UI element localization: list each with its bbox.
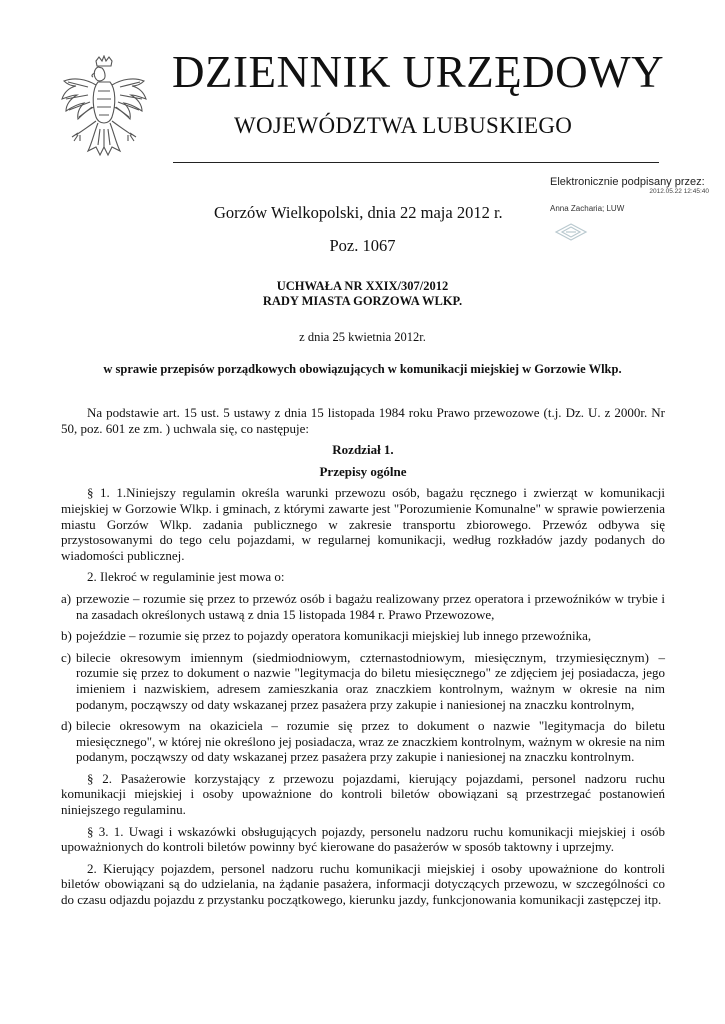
resolution-date: z dnia 25 kwietnia 2012r. — [299, 330, 426, 344]
definition-label: a) — [61, 590, 72, 606]
signature-signer: Anna Zacharia; LUW — [550, 204, 625, 213]
chapter-number: Rozdział 1. — [332, 442, 394, 458]
journal-subtitle: WOJEWÓDZTWA LUBUSKIEGO — [234, 113, 573, 138]
definition-label: d) — [61, 718, 72, 734]
journal-title: DZIENNIK URZĘDOWY — [172, 47, 665, 97]
paragraph-3-2: 2. Kierujący pojazdem, personel nadzoru ruchu komunikacji miejskiej i osoby upoważnione do kontroli biletów obowiązani są do udzielania, na żądanie pasażera, informacji dotyczących przewozu, w szczególności co do czasu odjazdu pojazdu z przystanku początkowego, kierunku jazdy, funkcjonowania komunikacji zastępczej itp. — [61, 860, 665, 908]
definition-item — [61, 718, 665, 765]
paragraph-3-1: § 3. 1. Uwagi i wskazówki obsługujących pojazdy, personelu nadzoru ruchu komunikacji miejskiej i osób upoważnionych do kontroli biletów powinny być kierowane do pasażerów w sposób taktowny i uprzejmy. — [61, 823, 665, 855]
definition-label: c) — [61, 649, 72, 665]
signature-label: Elektronicznie podpisany przez: — [550, 176, 705, 188]
electronic-signature — [550, 176, 715, 213]
resolution-title-line2: RADY MIASTA GORZOWA WLKP. — [262, 294, 463, 308]
document-body — [61, 405, 665, 914]
paragraph-2: § 2. Pasażerowie korzystający z przewozu pojazdami, kierujący pojazdami, personel nadzoru ruchu komunikacji miejskiej i osoby upoważnione do kontroli biletów obowiązani są przestrzegać postanowień niniejszego regulaminu. — [61, 770, 665, 818]
definition-text: bilecie okresowym imiennym (siedmiodniowym, czternastodniowym, miesięcznym, trzymiesięcznym) – rozumie się przez to dokument o nazwie "legitymacja do biletu miesięcznego" ze zdjęciem jej posiadacza, jego imieniem i nazwiskiem, adresem zamieszkania oraz znaczkiem kontrolnym, ważnym w okresie na nim podanym, począwszy od daty wskazanej przez pasażera przy zakupie i naniesionej na znaczku kontrolnym, — [76, 649, 665, 712]
signature-timestamp: 2012.05.22 12:45:40 — [649, 188, 709, 195]
resolution-title-line1: UCHWAŁA NR XXIX/307/2012 — [276, 279, 449, 293]
paragraph-1-1: § 1. 1.Niniejszy regulamin określa warunki przewozu osób, bagażu ręcznego i zwierząt w komunikacji miejskiej w Gorzowie Wlkp. i gminach, z którymi zawarte jest "Porozumienie Komunalne" w sprawie powierzenia miastu Gorzów Wlkp. zadania publicznego w zakresie transportu zbiorowego. Przewóz odbywa się przystosowanymi do tego celu pojazdami, w regularnej komunikacji, według rozkładów jazdy podanych do wiadomości publicznej. — [61, 485, 665, 563]
place-and-date: Gorzów Wielkopolski, dnia 22 maja 2012 r. — [214, 203, 503, 222]
definition-text: bilecie okresowym na okaziciela – rozumie się przez to dokument o nazwie "legitymacja do biletu miesięcznego", w której nie określono jej posiadacza, wraz ze znaczkiem kontrolnym, ważnym w okresie na nim podanym, począwszy od daty wskazanej przez pasażera przy zakupie i naniesionej na znaczku kontrolnym. — [76, 718, 665, 765]
definition-item — [61, 591, 665, 622]
definition-item — [61, 628, 665, 644]
resolution-subject: w sprawie przepisów porządkowych obowiązujących w komunikacji miejskiej w Gorzowie Wlkp. — [103, 362, 622, 376]
intro-paragraph: Na podstawie art. 15 ust. 5 ustawy z dnia 15 listopada 1984 roku Prawo przewozowe (t.j. Dz. U. z 2000r. Nr 50, poz. 601 ze zm. ) uchwala się, co następuje: — [61, 405, 665, 436]
definition-label: b) — [61, 628, 72, 644]
position-number: Poz. 1067 — [329, 236, 396, 255]
resolution-title — [0, 279, 725, 309]
definition-item — [61, 650, 665, 712]
chapter-title: Przepisy ogólne — [319, 463, 407, 479]
masthead-divider — [173, 162, 659, 163]
polish-eagle-emblem-icon — [58, 55, 150, 167]
paragraph-1-2: 2. Ilekroć w regulaminie jest mowa o: — [87, 569, 285, 585]
definition-text: przewozie – rozumie się przez to przewóz osób i bagażu realizowany przez operatora i przewoźników w trybie i na zasadach określonych ustawą z dnia 15 listopada 1984 r. Prawo Przewozowe, — [76, 590, 665, 622]
definition-text: pojeździe – rozumie się przez to pojazdy operatora komunikacji miejskiej lub innego przewoźnika, — [76, 628, 592, 644]
